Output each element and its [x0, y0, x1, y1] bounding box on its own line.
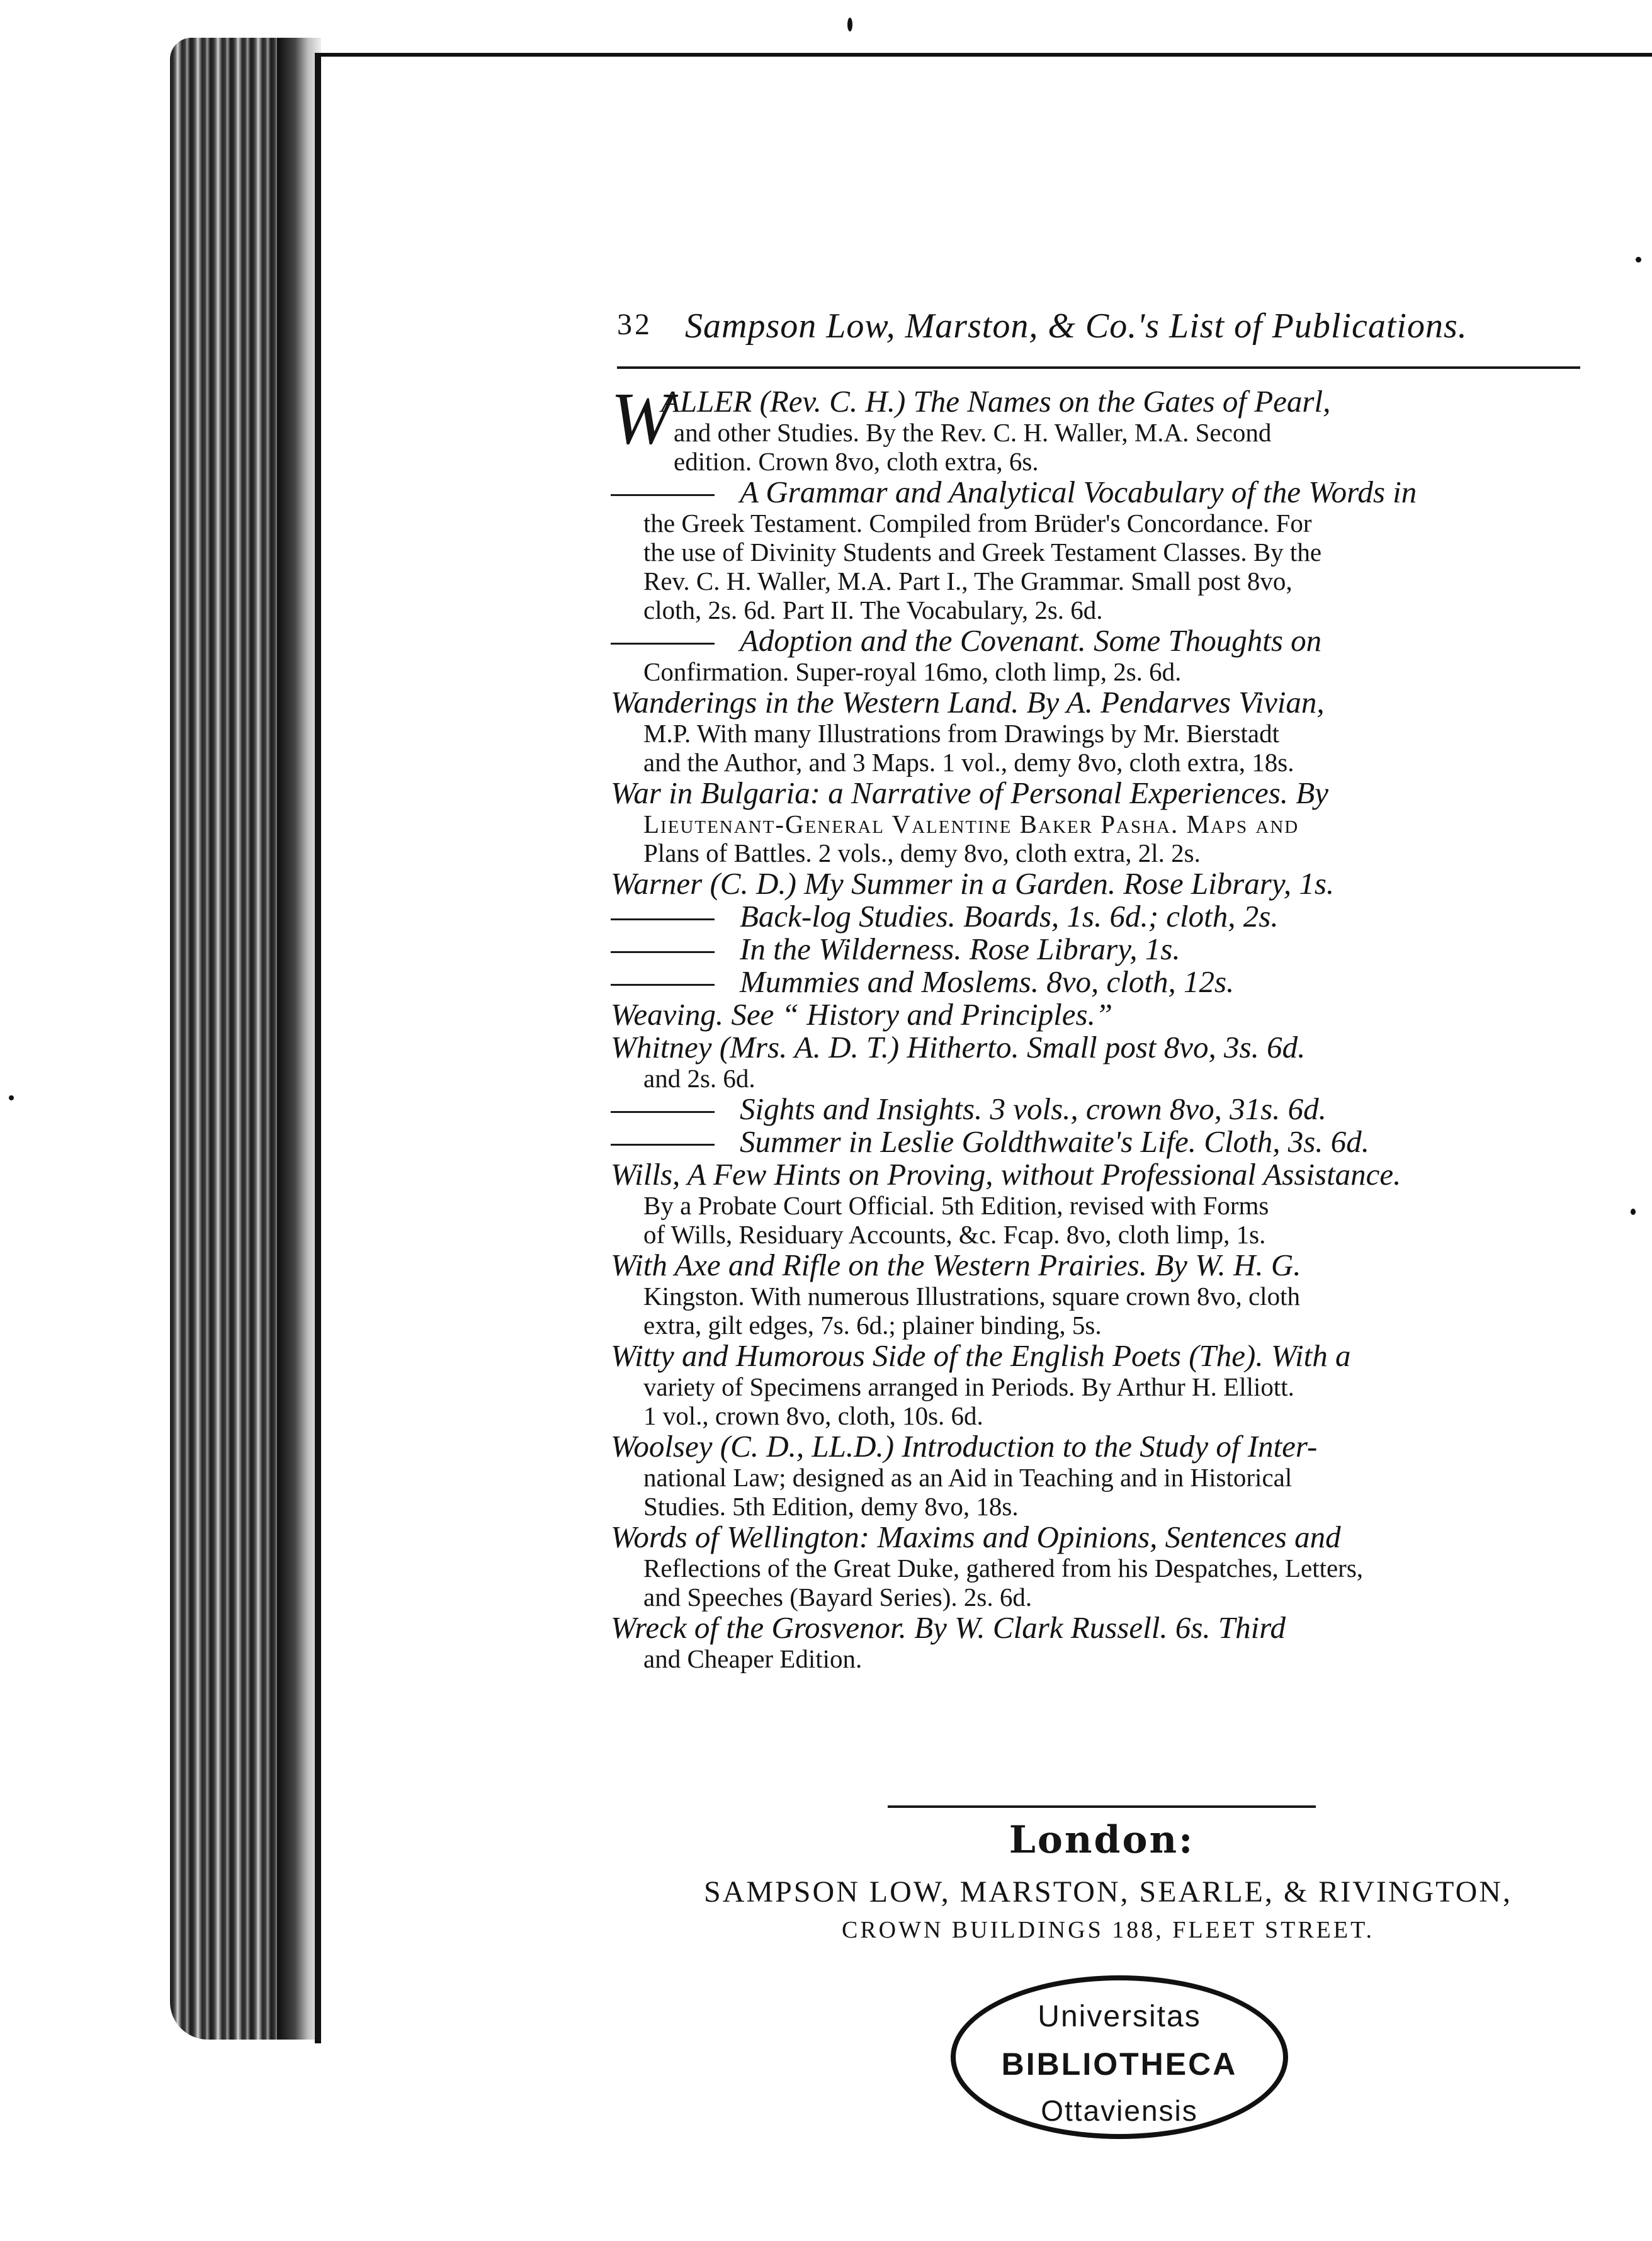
- entry-line: A Grammar and Analytical Vocabulary of the Words in: [740, 475, 1417, 509]
- ditto-dash: [611, 951, 715, 953]
- entry-line: variety of Specimens arranged in Periods. By Arthur H. Elliott.: [643, 1372, 1294, 1401]
- imprint-rule: [888, 1805, 1316, 1808]
- scan-speck: [1631, 1209, 1636, 1215]
- scan-speck: [847, 18, 852, 31]
- catalogue-entries: [611, 377, 1580, 1673]
- scan-speck: [1636, 257, 1641, 262]
- entry-line: Studies. 5th Edition, demy 8vo, 18s.: [643, 1492, 1019, 1521]
- stamp-text-middle: BIBLIOTHECA: [1001, 2046, 1238, 2082]
- catalogue-entry: [611, 1126, 1580, 1158]
- page-header: [611, 296, 1505, 353]
- entry-line: the use of Divinity Students and Greek Testament Classes. By the: [643, 538, 1322, 567]
- imprint-publisher: SAMPSON LOW, MARSTON, SEARLE, & RIVINGTON,: [704, 1875, 1512, 1909]
- entry-line: Back-log Studies. Boards, 1s. 6d.; cloth, 2s.: [740, 899, 1279, 934]
- catalogue-entry: [611, 1249, 1580, 1340]
- entry-line: edition. Crown 8vo, cloth extra, 6s.: [674, 447, 1039, 476]
- stamp-text-top: Universitas: [1038, 2000, 1201, 2033]
- ditto-dash: [611, 918, 715, 920]
- catalogue-entry: [611, 377, 1580, 476]
- running-title: Sampson Low, Marston, & Co.'s List of Publications.: [685, 307, 1468, 346]
- drop-cap: W: [611, 377, 673, 460]
- catalogue-entry: [611, 1521, 1580, 1612]
- scan-speck: [9, 1095, 14, 1100]
- entry-line: Mummies and Moslems. 8vo, cloth, 12s.: [740, 964, 1235, 999]
- page-number: 32: [617, 308, 652, 341]
- catalogue-entry: [611, 998, 1580, 1031]
- entry-line: cloth, 2s. 6d. Part II. The Vocabulary, 2s. 6d.: [643, 596, 1103, 624]
- entry-line: M.P. With many Illustrations from Drawings by Mr. Bierstadt: [643, 719, 1280, 748]
- library-stamp: [951, 1975, 1288, 2139]
- entry-line: and the Author, and 3 Maps. 1 vol., demy 8vo, cloth extra, 18s.: [643, 748, 1294, 777]
- entry-line: Wreck of the Grosvenor. By W. Clark Russell. 6s. Third: [611, 1610, 1286, 1645]
- entry-line: Adoption and the Covenant. Some Thoughts on: [740, 623, 1322, 658]
- catalogue-entry: [611, 1158, 1580, 1249]
- entry-line: By a Probate Court Official. 5th Edition, revised with Forms: [643, 1191, 1269, 1220]
- catalogue-entry: [611, 777, 1580, 867]
- ditto-dash: [611, 1144, 715, 1146]
- ditto-dash: [611, 1111, 715, 1113]
- entry-line: and 2s. 6d.: [643, 1064, 755, 1093]
- catalogue-entry: [611, 1340, 1580, 1430]
- entry-line: With Axe and Rifle on the Western Prairies. By W. H. G.: [611, 1248, 1301, 1282]
- entry-line: Woolsey (C. D., LL.D.) Introduction to the Study of Inter-: [611, 1429, 1318, 1464]
- entry-line: Confirmation. Super-royal 16mo, cloth limp, 2s. 6d.: [643, 657, 1182, 686]
- catalogue-entry: [611, 867, 1580, 900]
- entry-line: Kingston. With numerous Illustrations, square crown 8vo, cloth: [643, 1282, 1300, 1311]
- entry-line: ALLER (Rev. C. H.) The Names on the Gates of Pearl,: [661, 384, 1331, 419]
- catalogue-entry: [611, 933, 1580, 966]
- entry-line: the Greek Testament. Compiled from Brüder's Concordance. For: [643, 509, 1312, 538]
- entry-line: and Cheaper Edition.: [643, 1644, 863, 1673]
- entry-line: Summer in Leslie Goldthwaite's Life. Cloth, 3s. 6d.: [740, 1124, 1370, 1159]
- imprint-city: London:: [1009, 1818, 1195, 1862]
- ditto-dash: [611, 494, 715, 496]
- stamp-text-bottom: Ottaviensis: [1041, 2094, 1198, 2127]
- entry-line: Whitney (Mrs. A. D. T.) Hitherto. Small post 8vo, 3s. 6d.: [611, 1030, 1306, 1064]
- ditto-dash: [611, 984, 715, 986]
- catalogue-entry: [611, 966, 1580, 998]
- entry-line: Warner (C. D.) My Summer in a Garden. Rose Library, 1s.: [611, 866, 1335, 901]
- entry-line: Words of Wellington: Maxims and Opinions, Sentences and: [611, 1520, 1341, 1554]
- entry-line: Plans of Battles. 2 vols., demy 8vo, cloth extra, 2l. 2s.: [643, 838, 1201, 867]
- catalogue-entry: [611, 900, 1580, 933]
- entry-line: War in Bulgaria: a Narrative of Personal Experiences. By: [611, 776, 1328, 810]
- entry-line: Sights and Insights. 3 vols., crown 8vo, 31s. 6d.: [740, 1092, 1327, 1126]
- ditto-dash: [611, 643, 715, 645]
- entry-line: Reflections of the Great Duke, gathered from his Despatches, Letters,: [643, 1554, 1364, 1583]
- entry-line: 1 vol., crown 8vo, cloth, 10s. 6d.: [643, 1401, 983, 1430]
- entry-line: and other Studies. By the Rev. C. H. Waller, M.A. Second: [674, 418, 1272, 447]
- entry-line: of Wills, Residuary Accounts, &c. Fcap. 8vo, cloth limp, 1s.: [643, 1220, 1266, 1249]
- entry-line: Rev. C. H. Waller, M.A. Part I., The Grammar. Small post 8vo,: [643, 567, 1293, 596]
- catalogue-entry: [611, 1093, 1580, 1126]
- entry-line: Witty and Humorous Side of the English Poets (The). With a: [611, 1338, 1351, 1373]
- entry-line: extra, gilt edges, 7s. 6d.; plainer binding, 5s.: [643, 1311, 1102, 1340]
- catalogue-entry: [611, 686, 1580, 777]
- entry-line: Weaving. See “ History and Principles.”: [611, 997, 1113, 1032]
- entry-line: Lieutenant-General Valentine Baker Pasha. Maps and: [643, 810, 1299, 838]
- catalogue-entry: [611, 1612, 1580, 1673]
- catalogue-entry: [611, 1031, 1580, 1093]
- catalogue-entry: [611, 1430, 1580, 1521]
- entry-line: Wanderings in the Western Land. By A. Pendarves Vivian,: [611, 685, 1325, 720]
- entry-line: Wills, A Few Hints on Proving, without Professional Assistance.: [611, 1157, 1401, 1192]
- header-rule: [617, 366, 1580, 369]
- imprint-address: CROWN BUILDINGS 188, FLEET STREET.: [841, 1917, 1374, 1943]
- entry-line: In the Wilderness. Rose Library, 1s.: [740, 932, 1180, 966]
- entry-line: and Speeches (Bayard Series). 2s. 6d.: [643, 1583, 1032, 1612]
- catalogue-entry: [611, 476, 1580, 624]
- catalogue-entry: [611, 624, 1580, 686]
- entry-line: national Law; designed as an Aid in Teaching and in Historical: [643, 1463, 1293, 1492]
